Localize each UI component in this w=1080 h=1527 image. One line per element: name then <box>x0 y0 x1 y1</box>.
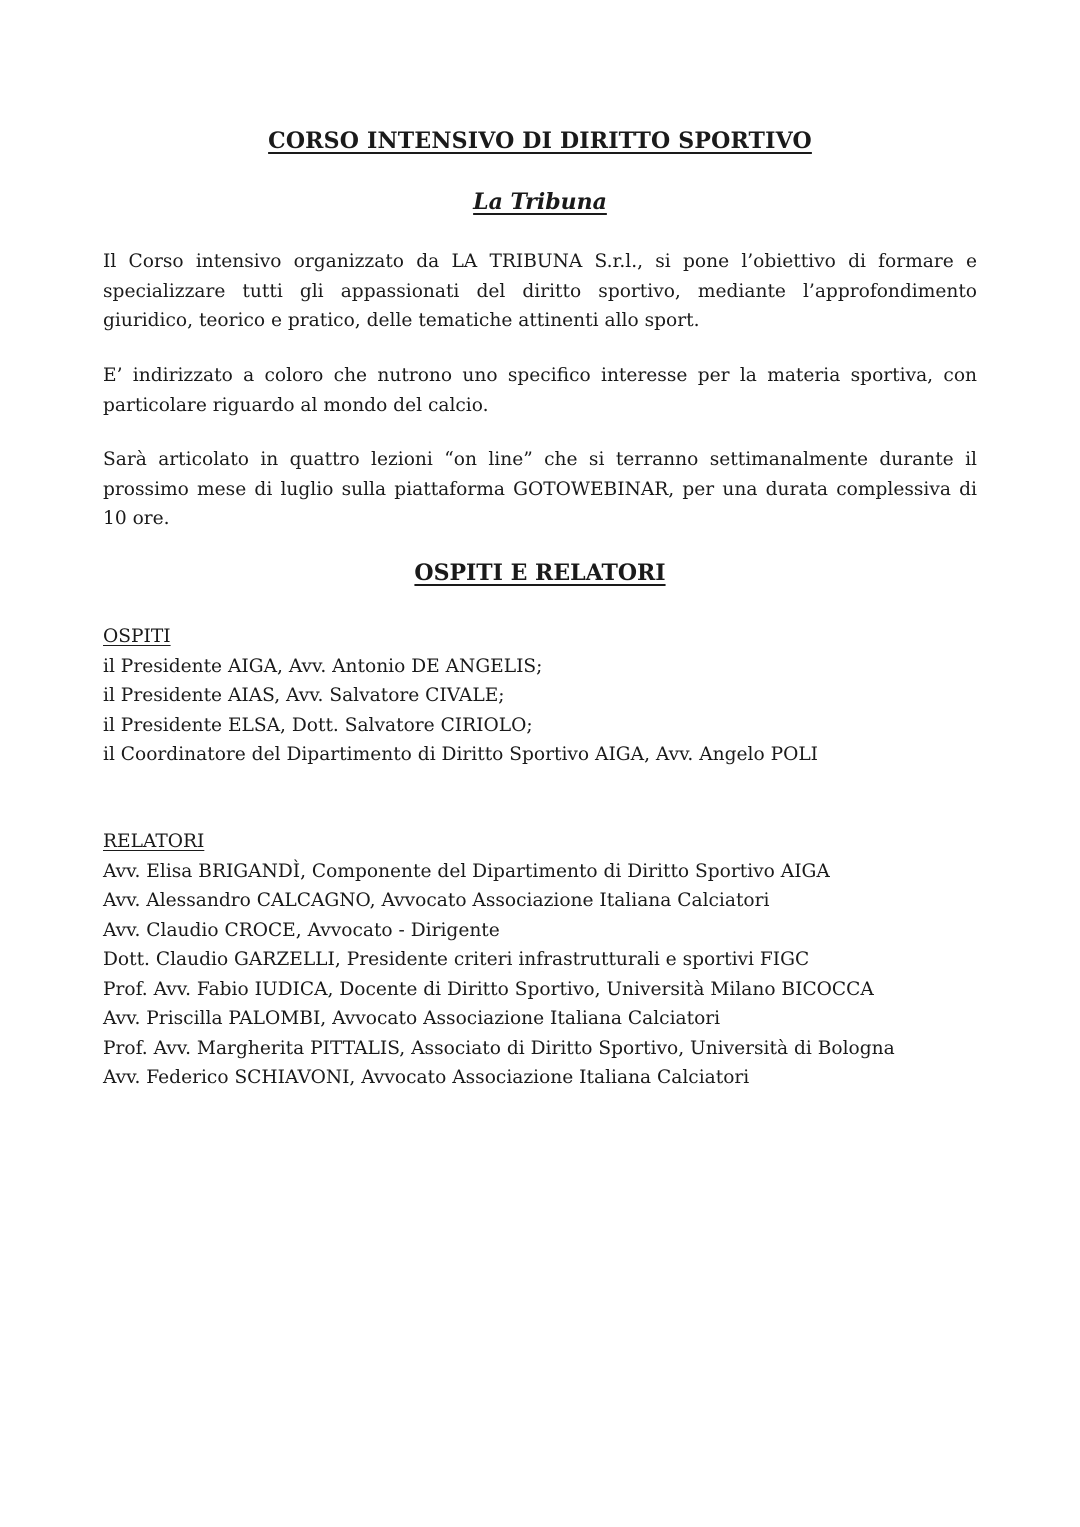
list-item: il Presidente AIGA, Avv. Antonio DE ANGELIS; <box>103 655 543 677</box>
document-title-text: CORSO INTENSIVO DI DIRITTO SPORTIVO <box>268 128 812 154</box>
list-item: Prof. Avv. Margherita PITTALIS, Associato di Diritto Sportivo, Università di Bologna <box>103 1037 895 1059</box>
intro-paragraph: Il Corso intensivo organizzato da LA TRIBUNA S.r.l., si pone l’obiettivo di formare e specializzare tutti gli appassionati del diritto sportivo, mediante l’approfondimento giuridico, teorico e pratico, delle tematiche attinenti allo sport. <box>103 251 977 332</box>
relatori-list <box>103 827 1003 1093</box>
list-item: Avv. Elisa BRIGANDÌ, Componente del Dipartimento di Diritto Sportivo AIGA <box>103 860 830 882</box>
list-item: il Presidente ELSA, Dott. Salvatore CIRIOLO; <box>103 714 533 736</box>
section-title-text: OSPITI E RELATORI <box>414 560 666 586</box>
list-item: il Presidente AIAS, Avv. Salvatore CIVALE; <box>103 685 505 706</box>
document-title <box>0 128 1080 154</box>
document-subtitle <box>0 189 1080 215</box>
document-subtitle-text: La Tribuna <box>473 189 607 215</box>
audience-paragraph: E’ indirizzato a coloro che nutrono uno specifico interesse per la materia sportiva, con particolare riguardo al mondo del calcio. <box>103 365 977 416</box>
list-item: Prof. Avv. Fabio IUDICA, Docente di Diritto Sportivo, Università Milano BICOCCA <box>103 978 874 1000</box>
section-title <box>0 560 1080 586</box>
list-item: Avv. Claudio CROCE, Avvocato - Dirigente <box>103 919 500 941</box>
ospiti-list <box>103 622 1003 770</box>
list-item: Avv. Alessandro CALCAGNO, Avvocato Associazione Italiana Calciatori <box>103 890 770 911</box>
list-item: il Coordinatore del Dipartimento di Diritto Sportivo AIGA, Avv. Angelo POLI <box>103 744 819 765</box>
list-item: Avv. Priscilla PALOMBI, Avvocato Associazione Italiana Calciatori <box>103 1008 721 1029</box>
schedule-paragraph: Sarà articolato in quattro lezioni “on line” che si terranno settimanalmente durante il prossimo mese di luglio sulla piattaforma GOTOWEBINAR, per una durata complessiva di 10 ore. <box>103 449 977 530</box>
relatori-heading: RELATORI <box>103 831 205 852</box>
list-item: Avv. Federico SCHIAVONI, Avvocato Associazione Italiana Calciatori <box>103 1067 750 1088</box>
list-item: Dott. Claudio GARZELLI, Presidente criteri infrastrutturali e sportivi FIGC <box>103 949 810 970</box>
ospiti-heading: OSPITI <box>103 626 171 647</box>
